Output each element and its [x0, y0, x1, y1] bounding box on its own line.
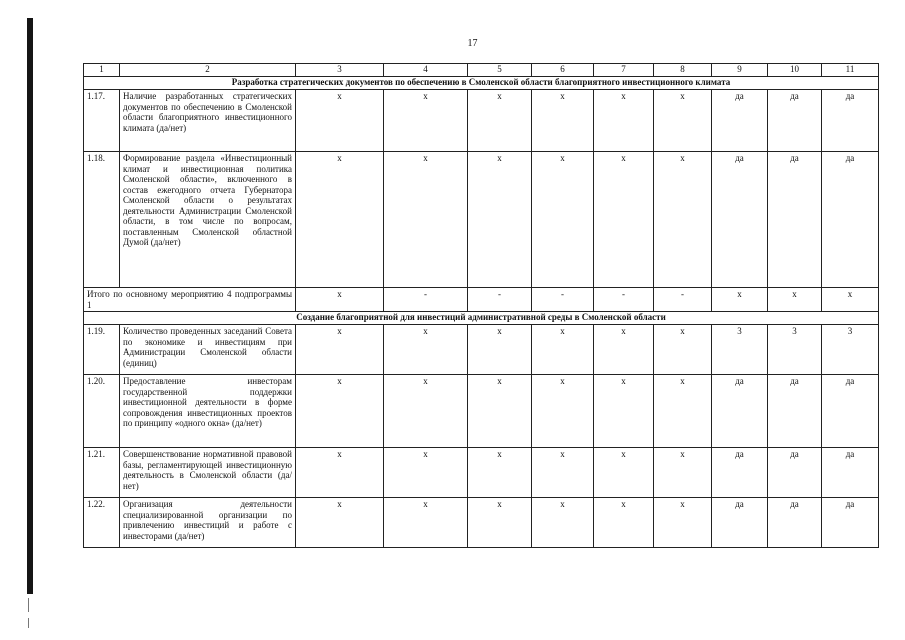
indicator-value: x: [384, 152, 468, 288]
column-number-header: 5: [468, 64, 532, 77]
indicator-value: x: [654, 90, 712, 152]
indicator-value: 3: [768, 325, 822, 375]
indicator-value: да: [712, 375, 768, 448]
table-header-row: [84, 64, 879, 77]
total-value: -: [594, 288, 654, 312]
indicator-number: 1.22.: [84, 498, 120, 548]
indicator-value: да: [768, 448, 822, 498]
column-number-header: 3: [296, 64, 384, 77]
indicator-value: да: [822, 498, 879, 548]
scan-edge-tick: [28, 598, 29, 612]
indicator-value: x: [296, 152, 384, 288]
indicator-value: x: [594, 152, 654, 288]
total-value: x: [768, 288, 822, 312]
indicator-value: x: [384, 498, 468, 548]
indicator-value: 3: [712, 325, 768, 375]
indicator-value: x: [296, 448, 384, 498]
indicator-value: x: [594, 498, 654, 548]
column-number-header: 2: [120, 64, 296, 77]
indicator-number: 1.19.: [84, 325, 120, 375]
indicator-value: да: [822, 90, 879, 152]
indicator-value: x: [468, 448, 532, 498]
indicator-value: x: [532, 90, 594, 152]
indicator-value: x: [384, 375, 468, 448]
total-value: -: [384, 288, 468, 312]
total-value: -: [468, 288, 532, 312]
total-value: -: [654, 288, 712, 312]
section-header-row: [84, 312, 879, 325]
indicator-value: x: [468, 152, 532, 288]
indicator-value: да: [712, 448, 768, 498]
column-number-header: 7: [594, 64, 654, 77]
indicator-number: 1.18.: [84, 152, 120, 288]
indicator-value: да: [822, 375, 879, 448]
scan-edge-bar: [27, 18, 33, 594]
indicator-value: да: [822, 448, 879, 498]
table-row: [84, 325, 879, 375]
indicator-value: x: [296, 325, 384, 375]
indicator-description: Совершенствование нормативной правовой базы, регламентирующей инвестиционную деятельность в Смоленской области (да/нет): [120, 448, 296, 498]
total-value: -: [532, 288, 594, 312]
table-row: [84, 152, 879, 288]
indicator-value: x: [384, 90, 468, 152]
indicator-value: x: [468, 498, 532, 548]
indicator-description: Предоставление инвесторам государственной поддержки инвестиционной деятельности в форме сопровождения инвестиционных проектов по принципу «одного окна» (да/нет): [120, 375, 296, 448]
indicator-value: x: [468, 375, 532, 448]
indicator-value: x: [594, 448, 654, 498]
indicator-value: x: [654, 448, 712, 498]
indicator-value: x: [594, 90, 654, 152]
section-title: Разработка стратегических документов по обеспечению в Смоленской области благоприятного инвестиционного климата: [84, 77, 879, 90]
indicator-number: 1.21.: [84, 448, 120, 498]
indicator-value: x: [594, 325, 654, 375]
indicators-table: [83, 63, 879, 548]
indicator-value: да: [712, 152, 768, 288]
column-number-header: 1: [84, 64, 120, 77]
total-value: x: [822, 288, 879, 312]
indicator-value: да: [768, 498, 822, 548]
indicator-value: x: [594, 375, 654, 448]
total-value: x: [712, 288, 768, 312]
indicator-value: x: [296, 90, 384, 152]
total-label: Итого по основному мероприятию 4 подпрограммы 1: [84, 288, 296, 312]
column-number-header: 10: [768, 64, 822, 77]
indicator-value: x: [384, 325, 468, 375]
indicator-description: Количество проведенных заседаний Совета по экономике и инвестициям при Администрации Смоленской области (единиц): [120, 325, 296, 375]
total-value: x: [296, 288, 384, 312]
indicator-value: x: [468, 90, 532, 152]
column-number-header: 9: [712, 64, 768, 77]
indicator-value: x: [296, 498, 384, 548]
indicator-description: Наличие разработанных стратегических документов по обеспечению в Смоленской области благоприятного инвестиционного климата (да/нет): [120, 90, 296, 152]
indicator-value: x: [654, 325, 712, 375]
table-row: [84, 375, 879, 448]
indicator-value: x: [532, 325, 594, 375]
table-row: [84, 90, 879, 152]
indicator-value: x: [384, 448, 468, 498]
indicator-number: 1.20.: [84, 375, 120, 448]
indicator-value: да: [768, 152, 822, 288]
indicator-value: x: [532, 375, 594, 448]
page-number: 17: [467, 38, 478, 49]
indicator-value: x: [532, 498, 594, 548]
indicator-value: да: [768, 375, 822, 448]
table-row: [84, 448, 879, 498]
section-header-row: [84, 77, 879, 90]
indicator-value: да: [712, 498, 768, 548]
indicator-value: x: [654, 375, 712, 448]
indicator-value: да: [712, 90, 768, 152]
indicator-value: x: [532, 152, 594, 288]
column-number-header: 8: [654, 64, 712, 77]
column-number-header: 4: [384, 64, 468, 77]
indicator-value: x: [654, 152, 712, 288]
scan-edge-tick: [28, 618, 29, 628]
indicator-value: x: [654, 498, 712, 548]
indicator-value: x: [296, 375, 384, 448]
total-row: [84, 288, 879, 312]
table-row: [84, 498, 879, 548]
column-number-header: 11: [822, 64, 879, 77]
indicator-description: Формирование раздела «Инвестиционный климат и инвестиционная политика Смоленской области», включенного в состав ежегодного отчета Губернатора Смоленской области о результатах деятельности Администрации Смоленской области, в том числе по вопросам, поставленным Смоленской областной Думой (да/нет): [120, 152, 296, 288]
indicator-description: Организация деятельности специализированной организации по привлечению инвестиций и работе с инвесторами (да/нет): [120, 498, 296, 548]
indicator-value: x: [532, 448, 594, 498]
indicator-number: 1.17.: [84, 90, 120, 152]
indicator-value: да: [768, 90, 822, 152]
column-number-header: 6: [532, 64, 594, 77]
indicator-value: x: [468, 325, 532, 375]
indicator-value: да: [822, 152, 879, 288]
indicator-value: 3: [822, 325, 879, 375]
section-title: Создание благоприятной для инвестиций административной среды в Смоленской области: [84, 312, 879, 325]
